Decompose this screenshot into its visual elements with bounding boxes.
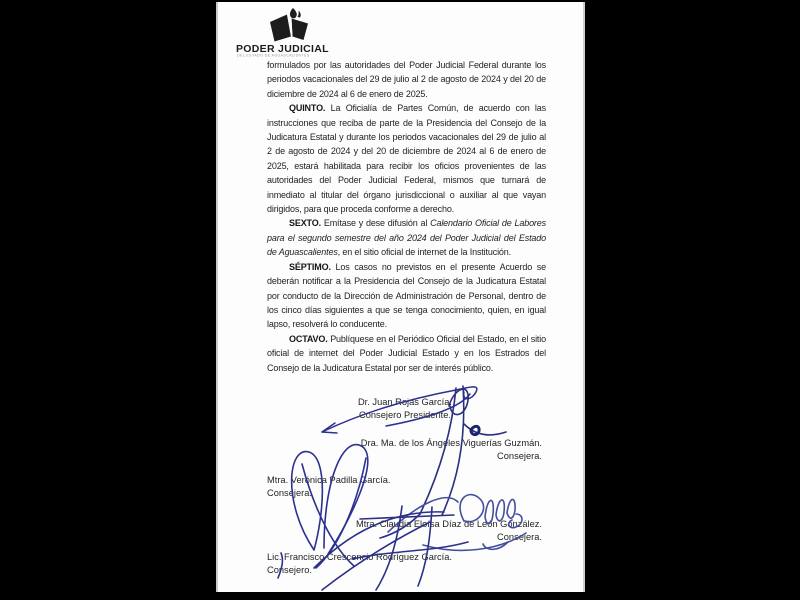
paragraph-text: formulados por las autoridades del Poder Judicial Federal durante los periodos vacacionales del 29 de julio al 2 de agosto de 2024 y del 20 de diciembre de 2024 al 6 de enero de 2025. xyxy=(267,60,546,99)
paragraph-quinto xyxy=(267,101,546,216)
paragraph-text: Los casos no previstos en el presente Acuerdo se deberán notificar a la Presidencia del Consejo de la Judicatura Estatal por conducto de la Dirección de Administración de Personal, dentro de los cinco días siguientes a que se tenga conocimiento, quien, en igual lapso, resolverá lo conducente. xyxy=(267,261,546,330)
paragraph-text: Publíquese en el Periódico Oficial del Estado, en el sitio oficial de internet del Poder Judicial Estado y en los Estrados del Consejo de la Judicatura Estatal por ser de interés público. xyxy=(267,333,546,373)
document-page xyxy=(216,2,585,592)
document-body xyxy=(267,58,546,375)
paragraph-lead: SEXTO. xyxy=(289,218,321,229)
signature-block-veronica xyxy=(267,474,391,500)
signature-block-president xyxy=(340,396,470,422)
signatory-title: Consejera. xyxy=(497,532,542,542)
logo-title: PODER JUDICIAL xyxy=(236,43,329,55)
paragraph-intro xyxy=(267,58,546,101)
paragraph-italic-text: Calendario Oficial de Labores para el segundo semestre del año 2024 del Poder Judicial del Estado de Aguascalientes xyxy=(267,218,546,258)
paragraph-sexto xyxy=(267,216,546,259)
signatory-title: Consejero. xyxy=(267,565,312,575)
paragraph-lead: SÉPTIMO. xyxy=(289,261,331,272)
signatory-name: Lic. Francisco Crescencio Rodríguez García. xyxy=(267,552,452,562)
signatory-name: Dr. Juan Rojas García. xyxy=(357,397,453,407)
signature-block-viguerias xyxy=(361,437,542,463)
signatory-name: Mtra. Claudia Eloísa Díaz de León González. xyxy=(355,519,542,529)
signature-block-francisco xyxy=(267,551,452,577)
paragraph-lead: QUINTO. xyxy=(289,103,326,114)
open-book-flame-icon xyxy=(264,8,314,44)
signature-block-claudia xyxy=(356,518,542,544)
paragraph-text: , en el sitio oficial de internet de la Institución. xyxy=(337,247,511,258)
paragraph-text: Emítase y dese difusión al xyxy=(323,218,428,229)
paragraph-text: La Oficialía de Partes Común, de acuerdo con las instrucciones que reciba de parte de la Presidencia del Consejo de la Judicatura Estatal y durante los periodos vacacionales del 29 de julio al 2 de agosto de 2024 y del 20 de diciembre de 2024 al 6 de enero de 2025, estará habilitada para recibir los oficios provenientes de las autoridades del Poder Judicial Federal, mismos que turnará de inmediato al titular del órgano jurisdiccional o auxiliar al que vayan dirigidos, para que proceda conforme a derecho. xyxy=(267,103,546,215)
signatory-title: Consejero Presidente. xyxy=(359,410,451,420)
signature-ink-veronica xyxy=(292,445,368,568)
signatory-title: Consejera. xyxy=(497,451,542,461)
logo-tagline: DEL ESTADO DE AGUASCALIENTES xyxy=(237,54,310,58)
paragraph-septimo xyxy=(267,260,546,332)
paragraph-octavo xyxy=(267,332,546,375)
signatory-title: Consejera. xyxy=(267,488,312,498)
signatory-name: Mtra. Verónica Padilla García. xyxy=(267,475,391,485)
signatory-name: Dra. Ma. de los Ángeles Viguerías Guzmán. xyxy=(360,438,542,448)
paragraph-lead: OCTAVO. xyxy=(289,333,328,344)
